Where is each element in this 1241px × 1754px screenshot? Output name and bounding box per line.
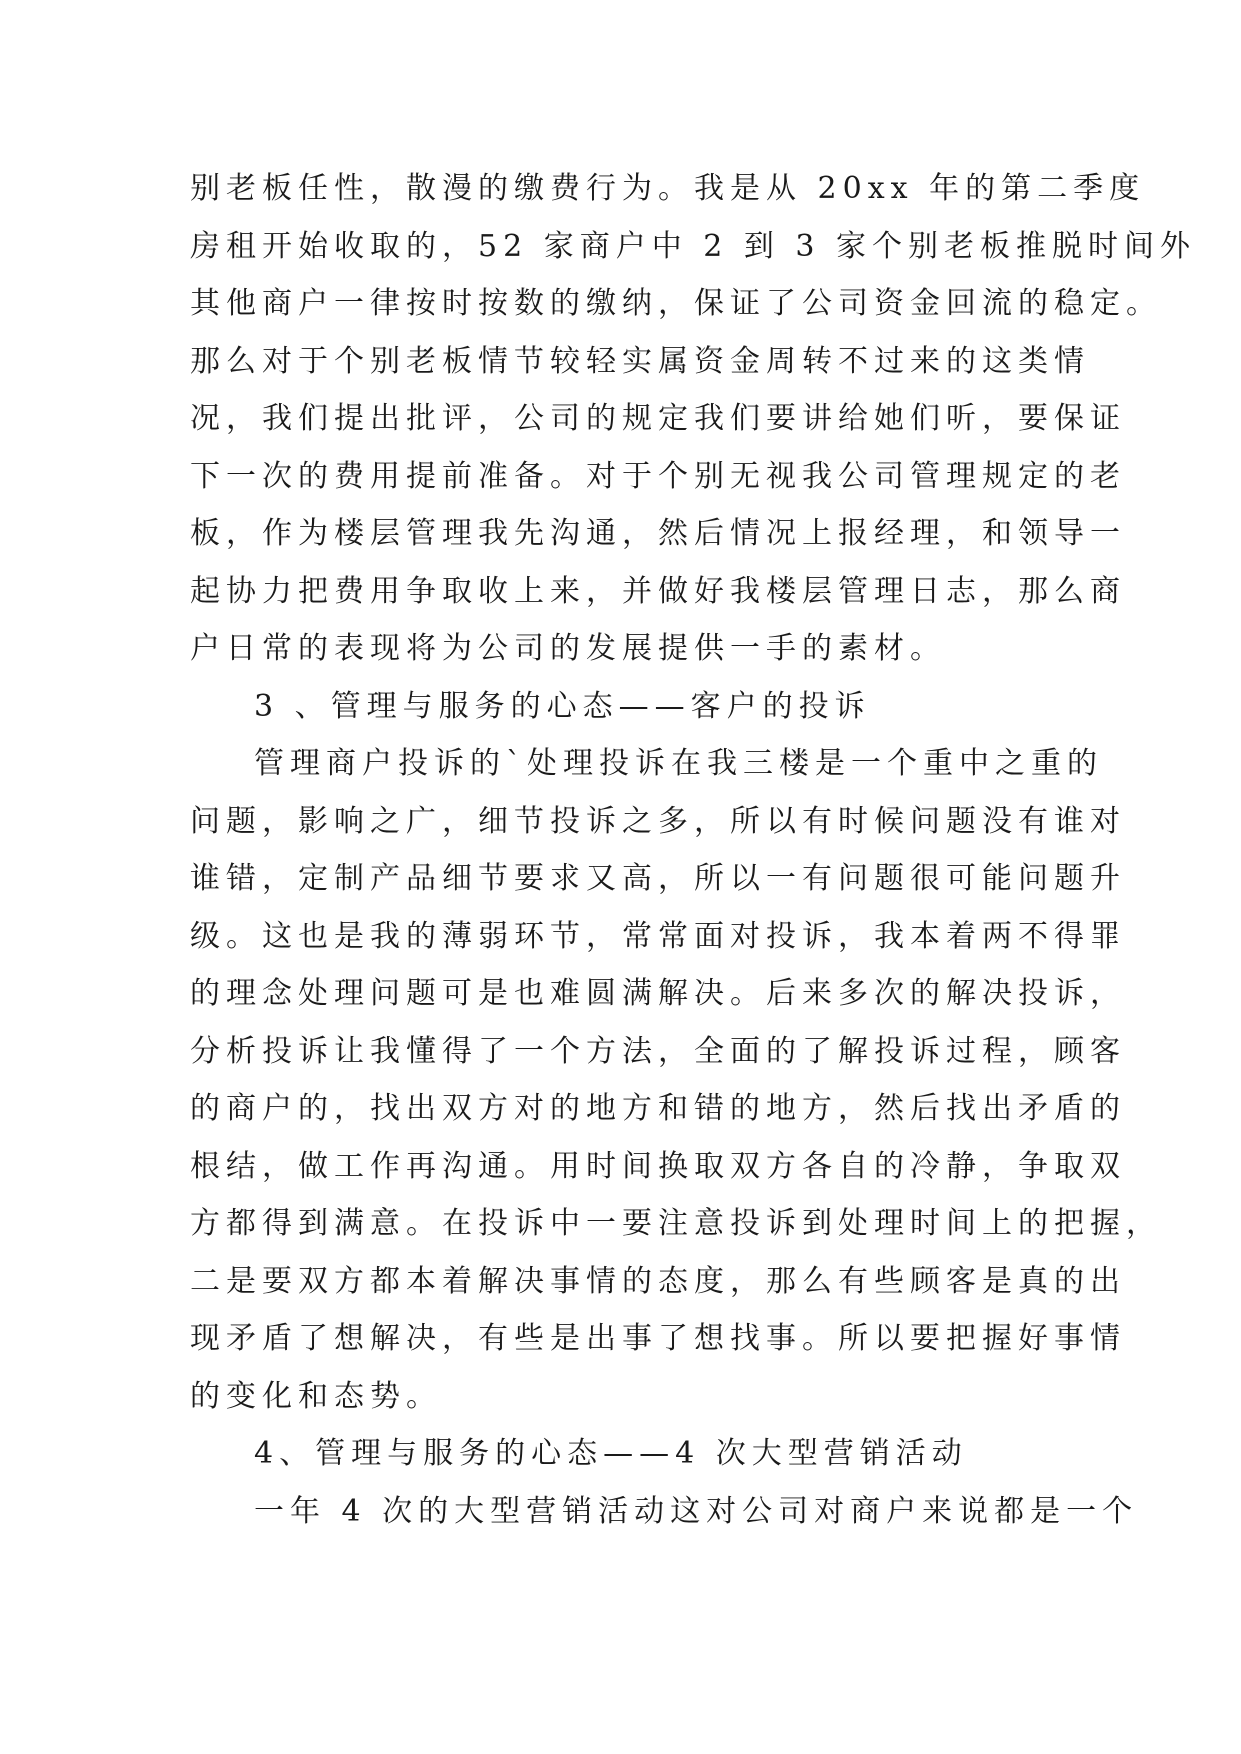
text-line: 的理念处理问题可是也难圆满解决。后来多次的解决投诉， (190, 976, 1126, 1011)
text-line: 问题，影响之广，细节投诉之多，所以有时候问题没有谁对 (190, 803, 1126, 839)
document-body (190, 160, 1197, 1540)
text-line: 谁错，定制产品细节要求又高，所以一有问题很可能问题升 (190, 861, 1126, 896)
text-line: 其他商户一律按时按数的缴纳，保证了公司资金回流的稳定。 (190, 286, 1162, 321)
text-line: 况，我们提出批评，公司的规定我们要讲给她们听，要保证 (190, 401, 1126, 436)
text-line: 方都得到满意。在投诉中一要注意投诉到处理时间上的把握， (190, 1206, 1162, 1241)
text-line: 别老板任性，散漫的缴费行为。我是从 20xx 年的第二季度 (190, 171, 1146, 206)
text-line: 分析投诉让我懂得了一个方法，全面的了解投诉过程，顾客 (190, 1033, 1126, 1069)
section-heading: 3 、管理与服务的心态——客户的投诉 (254, 688, 871, 724)
text-line: 现矛盾了想解决，有些是出事了想找事。所以要把握好事情 (190, 1321, 1126, 1356)
text-line: 级。这也是我的薄弱环节，常常面对投诉，我本着两不得罪 (190, 918, 1126, 954)
text-line: 的商户的，找出双方对的地方和错的地方，然后找出矛盾的 (190, 1091, 1126, 1126)
text-line: 的变化和态势。 (190, 1378, 442, 1414)
text-line: 二是要双方都本着解决事情的态度，那么有些顾客是真的出 (190, 1263, 1126, 1299)
text-line: 板，作为楼层管理我先沟通，然后情况上报经理，和领导一 (190, 516, 1126, 551)
text-line: 那么对于个别老板情节较轻实属资金周转不过来的这类情 (190, 343, 1090, 379)
paragraph-first-line: 管理商户投诉的`处理投诉在我三楼是一个重中之重的 (254, 746, 1103, 781)
text-line: 根结，做工作再沟通。用时间换取双方各自的冷静，争取双 (190, 1148, 1126, 1184)
text-line: 下一次的费用提前准备。对于个别无视我公司管理规定的老 (190, 458, 1126, 494)
text-line: 房租开始收取的，52 家商户中 2 到 3 家个别老板推脱时间外 (190, 228, 1197, 264)
section-heading: 4、管理与服务的心态——4 次大型营销活动 (254, 1436, 968, 1471)
text-line: 起协力把费用争取收上来，并做好我楼层管理日志，那么商 (190, 573, 1126, 609)
paragraph-first-line: 一年 4 次的大型营销活动这对公司对商户来说都是一个 (254, 1493, 1139, 1529)
text-line: 户日常的表现将为公司的发展提供一手的素材。 (190, 631, 946, 666)
